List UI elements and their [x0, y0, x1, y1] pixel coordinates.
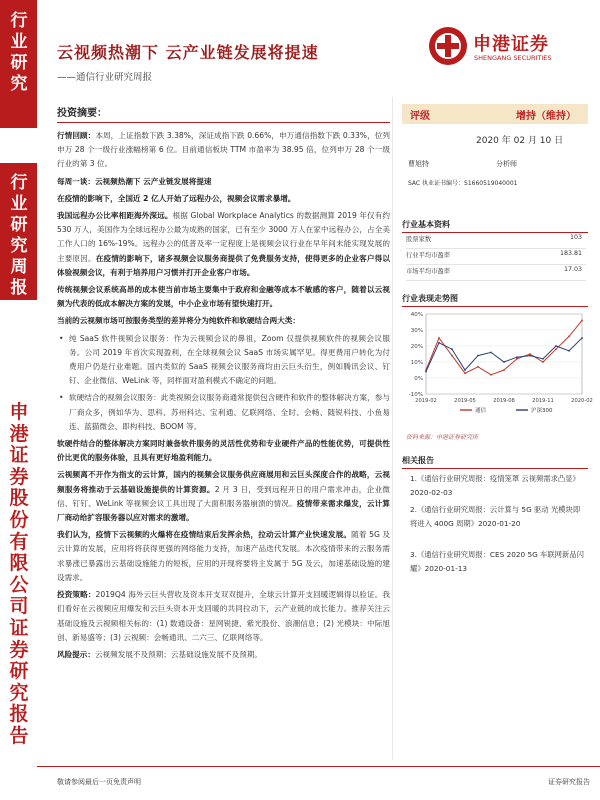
chart-x-tick-label: 2019-05 [454, 398, 476, 404]
chart-y-tick-label: 20% [410, 344, 423, 350]
weekly-topic [57, 175, 390, 189]
stat-value: 17.03 [563, 266, 582, 273]
cost-paragraph [57, 283, 390, 311]
chart-point [503, 361, 505, 363]
remote-work-lead: 我国远程办公比率相距海外深远。 [57, 211, 173, 221]
market-review-paragraph [57, 129, 390, 172]
sidebar-middle-label: 行业研究周报 [10, 173, 28, 298]
risk-lead: 风险提示： [57, 649, 95, 659]
report-subtitle: ——通信行业研究周报 [57, 72, 153, 83]
company-logo [428, 26, 588, 70]
chart-point [438, 342, 440, 344]
chart-legend-label: 沪深300 [531, 408, 553, 414]
performance-heading: 行业表现走势图 [402, 293, 588, 307]
footer-disclaimer: 敬请参阅最后一页免责声明 [57, 778, 141, 786]
chart-series-line [426, 338, 582, 372]
sidebar-bottom-band [0, 402, 37, 748]
chart-point [516, 356, 518, 358]
related-report-item[interactable]: 3.《通信行业研究周报：CES 2020 5G 车联网新品闪耀》2020-01-13 [410, 550, 584, 573]
chart-point [568, 336, 570, 338]
sidebar-top-band [0, 0, 37, 128]
chart-point [568, 350, 570, 352]
related-report-item[interactable]: 1.《通信行业研究周报：疫情笼罩 云视频需求凸显》2020-02-03 [410, 474, 580, 497]
chart-point [464, 369, 466, 371]
pandemic-text: 在疫情的影响下，全国近 2 亿人开始了远程办公，视频会议需求暴增。 [57, 193, 296, 203]
chart-x-tick-label: 2020-02 [571, 398, 593, 404]
risk-text: 云视频发展不及预期；云基础设施发展不及预期。 [94, 649, 263, 659]
rating-value: 增持（维持） [516, 111, 576, 122]
chart-point [451, 348, 453, 350]
rating-label: 评级 [410, 111, 430, 122]
chart-point [555, 345, 557, 347]
strategy-paragraph [57, 588, 390, 645]
analyst-name: 曹旭特 [408, 160, 429, 168]
sidebar-middle-band [0, 163, 37, 300]
market-types-text: 当前的云视频市场可按服务类型的差异将分为纯软件和软硬结合两大类： [57, 316, 300, 326]
chart-point [451, 355, 453, 357]
chart-point [477, 366, 479, 368]
stat-value: 183.81 [559, 250, 582, 257]
cloud-computing-text: 2 月 3 日，受到远程开日的用户需求冲击，企业微信、钉钉、WeLink 等视频会议工具出现了大面积服务器崩溃的情况。 [57, 484, 391, 508]
outlook-lead: 我们认为，疫情下云视频的火爆将在疫情结束后发挥余热，拉动云计算产业快速发展。 [57, 530, 352, 540]
chart-point [503, 369, 505, 371]
chart-point [581, 320, 583, 322]
market-review-text: 本周，上证指数下跌 3.38%，深证成指下跌 0.66%，申万通信指数下跌 0.33%，位列申万 28 个一级行业涨幅榜第 6 位。目前通信板块 TTM 市盈率为 38.95 倍，位列申万 28 个一级行业的第 3 位。 [57, 131, 391, 169]
summary-heading: 投资摘要： [57, 104, 390, 123]
column-divider [392, 97, 393, 760]
chart-point [542, 361, 544, 363]
combined-solution-paragraph [57, 437, 390, 465]
related-report-item[interactable]: 2.《通信行业研究周报：云计算与 5G 驱动 光模块即将进入 400G 周期》2020-01-20 [410, 505, 581, 528]
stat-value: 103 [569, 234, 582, 241]
chart-point [529, 355, 531, 357]
cost-text: 传统视频会议系统高昂的成本使当前市场主要集中于政府和金融等成本不敏感的客户，随着以云视频为代表的低成本解决方案的发展，中小企业市场有望快速打开。 [57, 285, 390, 309]
logo-mark-icon [428, 26, 468, 66]
sidebar-bottom-label: 申港证券股份有限公司证券研究报告 [9, 401, 29, 747]
chart-point [464, 372, 466, 374]
chart-point [529, 353, 531, 355]
chart-point [438, 337, 440, 339]
industry-performance-chart [402, 308, 593, 418]
summary-section [57, 104, 390, 665]
chart-y-tick-label: -10% [408, 392, 423, 398]
chart-point [490, 374, 492, 376]
analyst-sac-number: SAC 执业证书编号：S1660519040001 [408, 180, 518, 187]
outlook-paragraph [57, 528, 390, 585]
sidebar-top-label: 行业研究 [10, 11, 28, 94]
outlook-text: 随着 5G 及云计算的发展，应用将将获得更强的网络能力支持，加速产品迭代发展。本次疫情带来的云服务需求暴涨已暴露出云基础设施能力的短板，应用的开现将要将主发属于 5G 及云，加速基础设施的建设需求。 [57, 530, 391, 582]
saas-bullet: • 纯 SaaS 软件视频会议服务：作为云视频会议的鼻祖，Zoom 仅提供视频软件的视频会议服务。公司 2019 年首次实现盈利，在全球视频会议 SaaS 市场实属罕见。得更费用户转化为付费用户仍是行业难题。国内类似的 SaaS 视频会议服务商均由云巨头衍生，例如腾讯会议、钉钉、企业微信、WeLink 等，同样面对盈利模式不确定的问题。 [57, 332, 390, 389]
chart-x-tick-label: 2019-02 [415, 398, 437, 404]
chart-y-tick-label: 0% [414, 376, 423, 382]
chart-point [490, 352, 492, 354]
chart-point [542, 358, 544, 360]
stat-row [406, 266, 586, 281]
stat-row [406, 250, 586, 265]
remote-work-tail: 在疫情的影响下，诸多视频会议服务商提供了免费服务支持，使得更多的企业客户得以体验视频会议，有利于培养用户习惯并打开企业客户市场。 [57, 253, 391, 277]
hardware-bullet: • 软硬结合的视频会议服务：此类视频会议服务商通常提供包含硬件和软件的整体解决方案，参与厂商众多，例如华为、思科、苏州科达、宝利通、亿联网络、全时、会畅、随锐科技、小鱼易连、蓝猫微会、即构科技、BOOM 等。 [57, 391, 390, 434]
stat-row [406, 234, 586, 249]
chart-x-tick-label: 2019-08 [493, 398, 515, 404]
strategy-lead: 投资策略： [57, 590, 96, 600]
market-review-lead: 行情回顾： [57, 131, 96, 140]
stat-label: 行业平均市盈率 [406, 252, 451, 259]
chart-point [477, 355, 479, 357]
pandemic-paragraph [57, 192, 390, 206]
risk-paragraph [57, 648, 390, 662]
logo-english-name: SHENGANG SECURITIES [474, 54, 552, 62]
stat-label: 市场平均市盈率 [406, 268, 451, 275]
chart-y-tick-label: 10% [410, 360, 423, 366]
report-date: 2020 年 02 月 10 日 [476, 136, 564, 146]
combined-solution-text: 软硬件结合的整体解决方案同时兼备软件服务的灵活性优势和专业硬件产品的性能优势，可提供性价比更优的服务体验，且具有更好地盈利能力。 [57, 439, 390, 463]
strategy-text: 2019Q4 海外云巨头营收及资本开支双双提升，全球云计算开支回暖逻辑得以验证。我们看好在云视频应用爆发和云巨头资本开支回暖的共同拉动下，云产业链的成长能力。推荐关注云基础设施及云视频相关标的：(1) 数通设备：星网锐捷、紫光股份、浪潮信息；(2) 光模块：中际旭创、新易盛等；(3) 云视频：会畅通讯、二六三、亿联网络等。 [57, 590, 391, 642]
chart-legend-label: 通信 [475, 408, 487, 414]
cloud-computing-paragraph [57, 468, 390, 525]
remote-work-text: 根据 Global Workplace Analytics 的数据测算 2019 年仅有约 530 万人，美国作为全球远程办公最为成熟的国家，已有至少 3000 万人在家中远程办公，占全美工作人口的 16%-19%。远程办公的低普及率一定程度上是视频会议行业在早年间未能实现发展的主要原因。 [57, 211, 390, 263]
remote-work-paragraph [57, 209, 390, 280]
footer-report-type: 证券研究报告 [548, 778, 590, 786]
chart-y-tick-label: 40% [410, 312, 423, 318]
cloud-computing-tail: 疫情带来需求爆发，云计算厂商动给扩容服务器以应对需求的激增。 [57, 498, 390, 523]
weekly-topic-text: 每周一谈：云视频热潮下 云产业链发展将提速 [57, 176, 212, 186]
chart-point [581, 337, 583, 339]
chart-point [425, 371, 427, 373]
basic-info-heading: 行业基本资料 [402, 219, 588, 233]
chart-point [555, 348, 557, 350]
market-types-paragraph [57, 314, 390, 328]
stat-label: 股票家数 [406, 236, 432, 243]
analyst-role: 分析师 [496, 160, 517, 168]
cloud-computing-lead: 云视频离不开作为指支的云计算，国内的视频会议服务供应商展用和云巨头深度合作的战略，云视频服务将推动于云基础设施提供的计算资源。 [57, 470, 390, 494]
rating-box [402, 104, 588, 124]
chart-plot-frame [426, 314, 582, 394]
chart-y-tick-label: 30% [410, 328, 423, 334]
related-reports-heading: 相关报告 [402, 455, 588, 469]
report-title: 云视频热潮下 云产业链发展将提速 [57, 43, 319, 62]
chart-x-tick-label: 2019-11 [532, 398, 554, 404]
chart-source: 资料来源：申港证券研究所 [406, 434, 479, 441]
chart-point [516, 358, 518, 360]
logo-chinese-name: 申港证券 [473, 34, 549, 55]
footer-divider [37, 766, 600, 767]
